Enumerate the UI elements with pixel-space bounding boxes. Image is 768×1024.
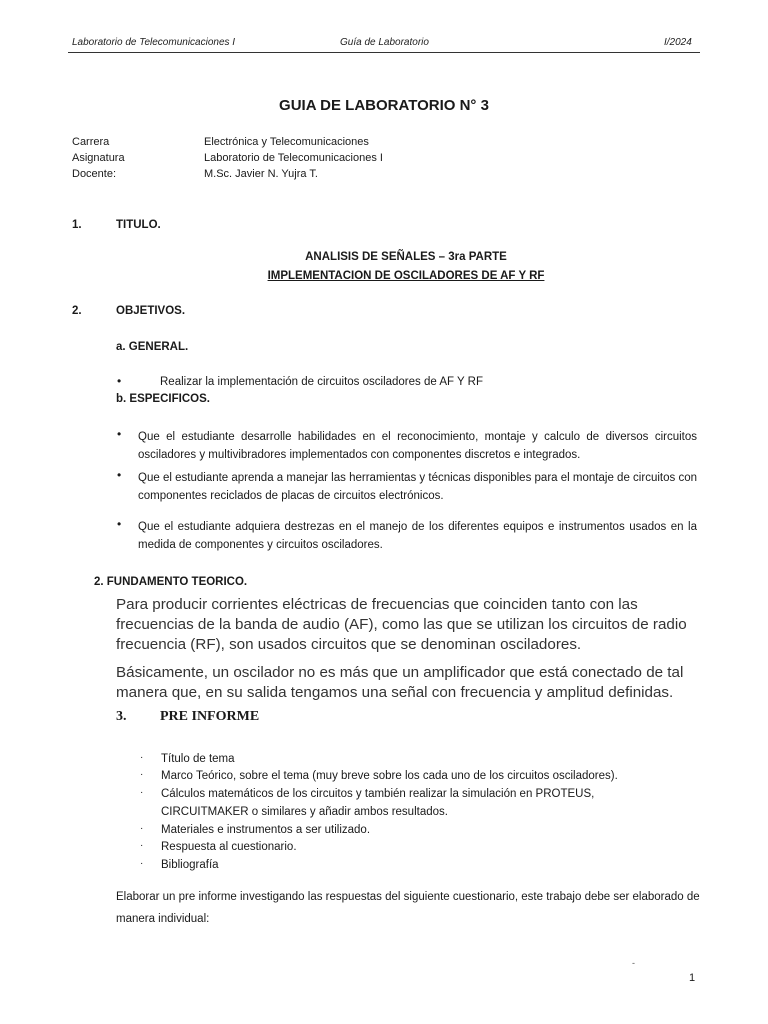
general-objective-text: Realizar la implementación de circuitos osciladores de AF Y RF <box>160 376 483 388</box>
fundamento-paragraph-2: Básicamente, un oscilador no es más que un amplificador que está conectado de tal manera que, en su salida tengamos una señal con frecuencia y amplitud definidas. <box>116 664 684 701</box>
career-value: Electrónica y Telecomunicaciones <box>204 136 369 148</box>
preinforme-item-4: Materiales e instrumentos a ser utilizado. <box>161 824 371 836</box>
page-title: GUIA DE LABORATORIO N° 3 <box>279 97 489 114</box>
career-label: Carrera <box>72 136 110 148</box>
preinforme-item-5: Respuesta al cuestionario. <box>161 841 297 853</box>
section-3-number: 3. <box>116 709 127 724</box>
specific-objective-3: Que el estudiante adquiera destrezas en el manejo de los diferentes equipos e instrumentos usados en la medida de componentes y circuitos osciladores. <box>138 521 697 551</box>
list-dot-icon: · <box>140 858 144 869</box>
specific-objectives-heading: b. ESPECIFICOS. <box>116 393 210 405</box>
fundamento-paragraph-1: Para producir corrientes eléctricas de frecuencias que coinciden tanto con las frecuencias de la banda de audio (AF), como las que se utilizan los circuitos de radio frecuencia (RF), son usados circuitos que se denominan osciladores. <box>116 596 687 653</box>
list-dot-icon: · <box>140 823 144 834</box>
header-course: Laboratorio de Telecomunicaciones I <box>72 37 236 48</box>
footer-mark: - <box>632 958 635 968</box>
lab-topic: IMPLEMENTACION DE OSCILADORES DE AF Y RF <box>267 270 545 282</box>
specific-objective-2: Que el estudiante aprenda a manejar las herramientas y técnicas disponibles para el montaje de circuitos con componentes reciclados de placas de circuitos electrónicos. <box>138 472 697 502</box>
list-dot-icon: · <box>140 787 144 798</box>
fundamento-heading: 2. FUNDAMENTO TEORICO. <box>94 576 248 588</box>
preinforme-item-1: Título de tema <box>161 753 235 765</box>
lab-subtitle: ANALISIS DE SEÑALES – 3ra PARTE <box>305 251 507 263</box>
section-1-title: TITULO. <box>116 219 161 231</box>
section-3-title: PRE INFORME <box>160 709 260 724</box>
header-term: I/2024 <box>664 37 692 48</box>
bullet-icon: • <box>117 427 122 441</box>
header-rule <box>68 52 700 53</box>
general-objective-heading: a. GENERAL. <box>116 341 189 353</box>
section-1-number: 1. <box>72 219 82 231</box>
list-dot-icon: · <box>140 769 144 780</box>
bullet-icon: • <box>117 468 122 482</box>
teacher-value: M.Sc. Javier N. Yujra T. <box>204 168 318 180</box>
section-2-number: 2. <box>72 305 82 317</box>
preinforme-item-3: Cálculos matemáticos de los circuitos y también realizar la simulación en PROTEUS, CIRCUITMAKER o similares y añadir ambos resultados. <box>161 788 595 818</box>
section-2-title: OBJETIVOS. <box>116 305 186 317</box>
subject-label: Asignatura <box>72 152 125 164</box>
teacher-label: Docente: <box>72 168 117 180</box>
bullet-icon: • <box>117 517 122 531</box>
bullet-icon: • <box>117 374 122 388</box>
header-doc-type: Guía de Laboratorio <box>340 37 429 48</box>
list-dot-icon: · <box>140 840 144 851</box>
subject-value: Laboratorio de Telecomunicaciones I <box>204 152 383 164</box>
page-number: 1 <box>689 972 696 984</box>
preinforme-closing-paragraph: Elaborar un pre informe investigando las respuestas del siguiente cuestionario, este trabajo debe ser elaborado de manera individual: <box>116 891 700 925</box>
preinforme-item-2: Marco Teórico, sobre el tema (muy breve sobre los cada uno de los circuitos osciladores). <box>161 770 618 782</box>
preinforme-item-6: Bibliografía <box>161 859 219 871</box>
list-dot-icon: · <box>140 752 144 763</box>
specific-objective-1: Que el estudiante desarrolle habilidades en el reconocimiento, montaje y calculo de diversos circuitos osciladores y multivibradores implementados con componentes discretos e integrados. <box>138 431 697 461</box>
